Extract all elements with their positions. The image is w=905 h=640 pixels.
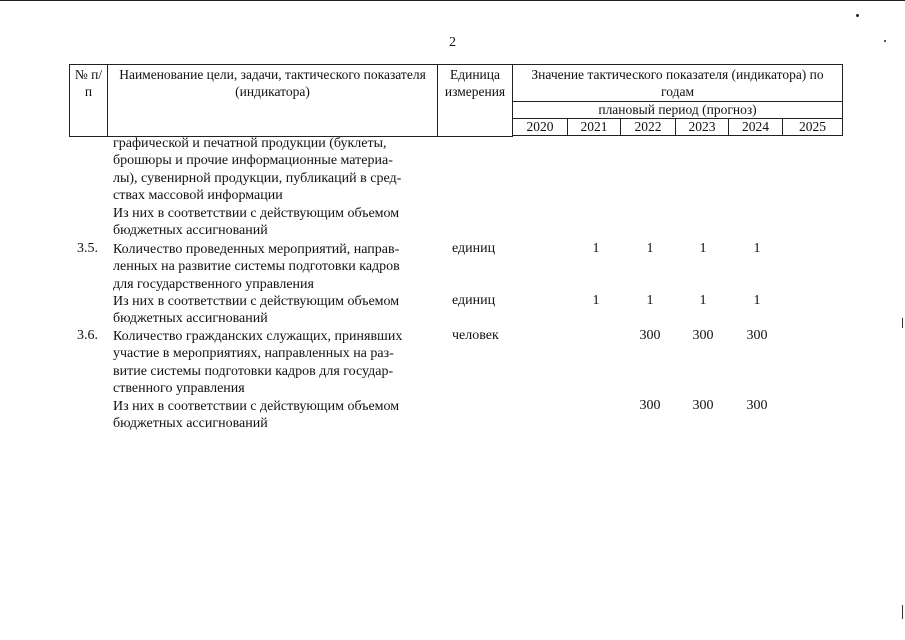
value-2024: 1	[753, 241, 761, 256]
header-unit-cell: Единица измерения	[438, 65, 513, 137]
row-description	[113, 328, 431, 398]
header-year: 2020	[513, 119, 568, 136]
text-line: графической и печатной продукции (буклеты,	[113, 136, 387, 151]
header-year: 2021	[568, 119, 621, 136]
row-description	[113, 241, 431, 293]
page-number: 2	[449, 35, 456, 50]
text-line: витие системы подготовки кадров для государ-	[113, 363, 394, 379]
value-2024: 300	[746, 328, 768, 343]
row-number: 3.6.	[77, 328, 98, 343]
row-unit: единиц	[452, 241, 496, 256]
value-2023: 300	[692, 328, 714, 343]
text-line: брошюры и прочие информационные материа-	[113, 153, 393, 169]
text-line: ленных на развитие системы подготовки кадров	[113, 259, 400, 275]
text-line: для государственного управления	[113, 276, 314, 292]
header-year: 2023	[676, 119, 729, 136]
value-2022: 300	[639, 398, 661, 413]
text-line: бюджетных ассигнований	[113, 311, 268, 327]
value-2022: 300	[639, 328, 661, 343]
value-2021: 1	[592, 241, 600, 256]
scan-edge-mark	[902, 318, 903, 328]
value-2024: 300	[746, 398, 768, 413]
scan-speck	[884, 40, 886, 42]
value-2023: 300	[692, 398, 714, 413]
text-line: ственного управления	[113, 381, 245, 397]
scan-speck	[856, 14, 859, 17]
text-line: бюджетных ассигнований	[113, 223, 268, 239]
value-2022: 1	[646, 293, 654, 308]
text-line: Количество проведенных мероприятий, направ-	[113, 242, 400, 257]
text-line: Из них в соответствии с действующим объемом	[113, 294, 400, 309]
value-2024: 1	[753, 293, 761, 308]
header-number-cell: № п/п	[70, 65, 108, 137]
text-line: Из них в соответствии с действующим объемом	[113, 399, 400, 414]
header-value-cell: Значение тактического показателя (индикатора) по годам	[513, 65, 843, 102]
header-year: 2025	[783, 119, 843, 136]
header-year: 2024	[729, 119, 783, 136]
text-line: участие в мероприятиях, направленных на раз-	[113, 346, 394, 362]
text-line: ствах массовой информации	[113, 188, 283, 204]
row-description	[113, 398, 431, 433]
text-line: бюджетных ассигнований	[113, 416, 268, 432]
row-unit: единиц	[452, 293, 496, 308]
indicator-table-header	[69, 64, 843, 137]
row-unit: человек	[452, 328, 499, 343]
text-line: Из них в соответствии с действующим объемом	[113, 205, 400, 221]
header-name-cell: Наименование цели, задачи, тактического показателя (индикатора)	[108, 65, 438, 137]
page-top-edge	[0, 0, 905, 1]
header-year: 2022	[621, 119, 676, 136]
text-line: Количество гражданских служащих, принявших	[113, 329, 403, 344]
row-number: 3.5.	[77, 241, 98, 256]
scan-edge-mark	[902, 605, 903, 619]
text-line: лы), сувенирной продукции, публикаций в сред-	[113, 170, 402, 186]
value-2022: 1	[646, 241, 654, 256]
value-2023: 1	[699, 241, 707, 256]
row-description	[113, 293, 431, 328]
continuation-text	[113, 135, 431, 239]
header-planning-period: плановый период (прогноз)	[513, 102, 843, 119]
value-2023: 1	[699, 293, 707, 308]
value-2021: 1	[592, 293, 600, 308]
